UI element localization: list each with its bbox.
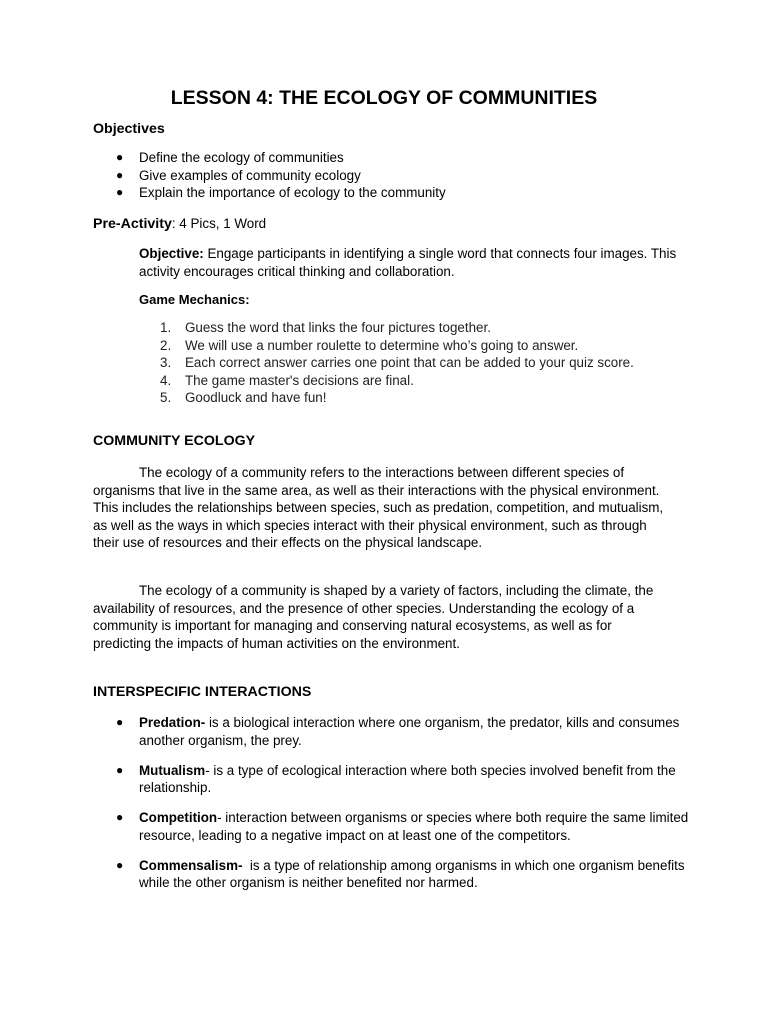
lesson-title: LESSON 4: THE ECOLOGY OF COMMUNITIES (170, 87, 598, 109)
list-item (116, 762, 696, 797)
bullet-icon: ● (116, 185, 124, 199)
interspecific-list (116, 714, 696, 892)
list-item (116, 714, 696, 749)
bullet-icon: ● (116, 762, 124, 777)
definition: is a type of relationship among organisms in which one organism benefits while the other organism is neither benefited nor harmed. (139, 857, 689, 890)
list-item: ● Explain the importance of ecology to the community (116, 185, 446, 200)
objectives-list (116, 149, 696, 202)
community-ecology-heading: COMMUNITY ECOLOGY (93, 433, 256, 449)
list-item: ● Give examples of community ecology (116, 167, 361, 183)
pre-activity-line (93, 215, 266, 234)
community-ecology-paragraph-2: The ecology of a community is shaped by a variety of factors, including the climate, the availability of resources, and the presence of other species. Understanding the ecology of a community is important for managing and conserving natural ecosystems, as well as for predicting the impacts of human activities on the environment. (93, 583, 654, 651)
objective-label: Objective: (139, 246, 204, 261)
list-item: 3. Each correct answer carries one point that can be added to your quiz score. (160, 355, 634, 370)
bullet-icon: ● (116, 810, 124, 824)
list-item (116, 857, 696, 892)
list-item: 2. We will use a number roulette to determine who’s going to answer. (160, 337, 579, 353)
term: Competition (139, 810, 218, 825)
game-mechanics-list (160, 319, 700, 407)
list-item: 5. Goodluck and have fun! (160, 390, 327, 405)
list-item: ● Define the ecology of communities (116, 150, 344, 165)
pre-activity-label: Pre-Activity (93, 216, 172, 232)
pre-activity-value: : 4 Pics, 1 Word (171, 216, 267, 231)
interspecific-heading: INTERSPECIFIC INTERACTIONS (93, 684, 312, 700)
bullet-icon: ● (116, 150, 124, 164)
bullet-icon: ● (116, 715, 124, 729)
list-item: 4. The game master's decisions are final. (160, 372, 414, 388)
objective-text: Engage participants in identifying a single word that connects four images. This activity encourages critical thinking and collaboration. (139, 246, 677, 279)
bullet-icon: ● (116, 857, 124, 872)
game-mechanics-heading: Game Mechanics: (139, 292, 250, 307)
definition: is a biological interaction where one organism, the predator, kills and consumes another organism, the prey. (139, 715, 680, 748)
community-ecology-paragraph-1: The ecology of a community refers to the interactions between different species of organisms that live in the same area, as well as their interactions with the physical environment. This includes the relationships between species, such as predation, competition, and mutualism, as well as the ways in which species interact with their physical environment, such as through their use of resources and their effects on the physical landscape. (93, 465, 664, 550)
pre-activity-objective (139, 245, 679, 280)
list-item (116, 809, 696, 844)
definition: - is a type of ecological interaction where both species involved benefit from the relationship. (139, 762, 676, 795)
term: Predation- (139, 715, 206, 730)
objectives-heading: Objectives (93, 121, 165, 137)
bullet-icon: ● (116, 167, 124, 182)
term: Mutualism (139, 762, 206, 778)
definition: - interaction between organisms or species where both require the same limited resource, leading to a negative impact on at least one of the competitors. (139, 810, 689, 843)
list-item: 1. Guess the word that links the four pictures together. (160, 320, 491, 335)
term: Commensalism- (139, 857, 243, 873)
